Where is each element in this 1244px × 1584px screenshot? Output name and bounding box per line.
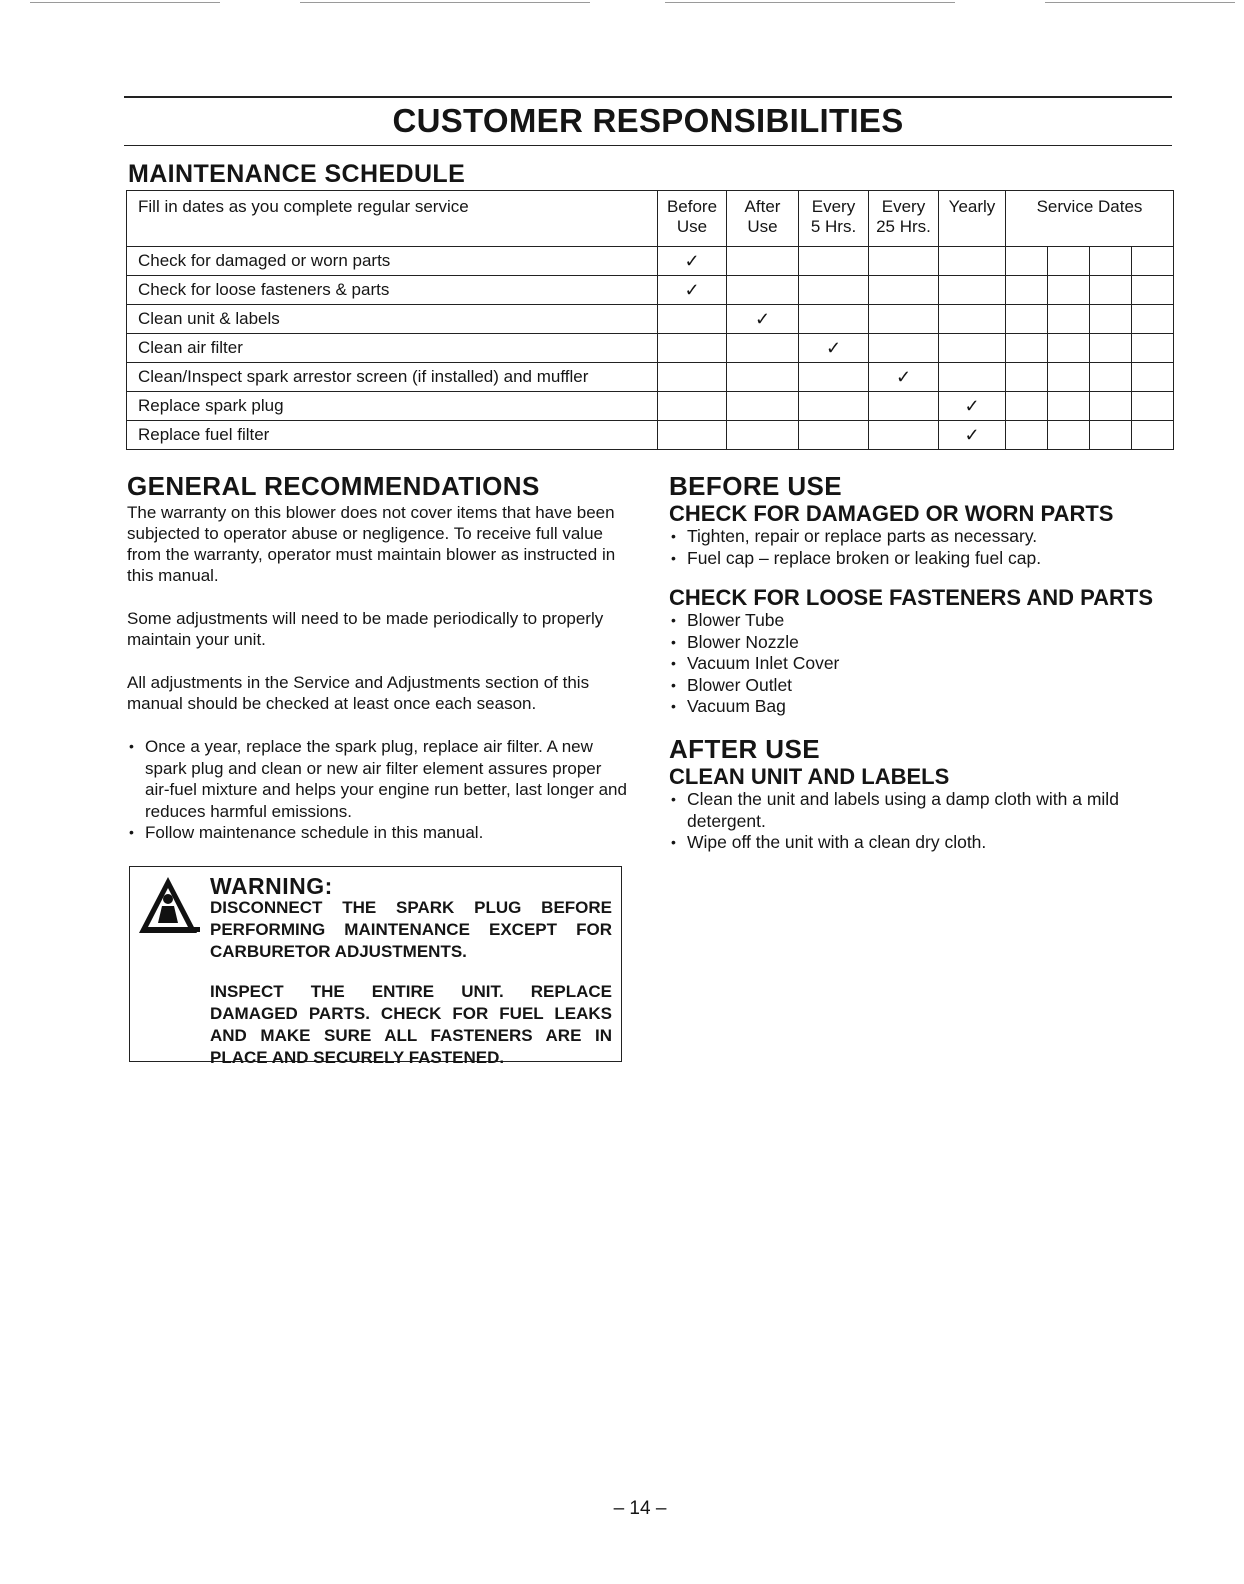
service-date-cell <box>1006 421 1048 450</box>
task-label: Clean air filter <box>127 334 658 363</box>
service-date-cell <box>1090 421 1132 450</box>
service-date-cell <box>1048 276 1090 305</box>
page-number: – 14 – <box>613 1498 667 1519</box>
list-item: • Vacuum Inlet Cover <box>669 653 1179 675</box>
service-date-cell <box>1006 247 1048 276</box>
warning-title: WARNING: <box>210 873 333 899</box>
after-use-section <box>669 734 1179 854</box>
title-bottom-rule <box>124 145 1172 146</box>
before-use-heading: BEFORE USE <box>669 471 843 501</box>
checkmark-cell: ✓ <box>727 305 799 334</box>
task-label: Check for loose fasteners & parts <box>127 276 658 305</box>
table-header-interval <box>869 191 939 247</box>
warning-text-inspect: INSPECT THE ENTIRE UNIT. REPLACE DAMAGED PARTS. CHECK FOR FUEL LEAKS AND MAKE SURE ALL FASTENERS ARE IN PLACE AND SECURELY FASTENED. <box>210 982 612 1067</box>
warning-box <box>129 866 622 1067</box>
service-date-cell <box>1048 305 1090 334</box>
list-item: • Follow maintenance schedule in this manual. <box>127 822 627 844</box>
list-item: • Blower Tube <box>669 610 1179 632</box>
warning-text-disconnect: DISCONNECT THE SPARK PLUG BEFORE PERFORMING MAINTENANCE EXCEPT FOR CARBURETOR ADJUSTMENTS. <box>210 898 612 961</box>
task-label: Replace spark plug <box>127 392 658 421</box>
service-date-cell <box>1132 334 1174 363</box>
empty-cell <box>799 363 869 392</box>
empty-cell <box>658 421 727 450</box>
service-date-cell <box>1006 276 1048 305</box>
clean-unit-labels-heading: CLEAN UNIT AND LABELS <box>669 764 950 789</box>
empty-cell <box>658 363 727 392</box>
checkmark-cell: ✓ <box>939 392 1006 421</box>
empty-cell <box>727 392 799 421</box>
loose-fasteners-list <box>669 610 1179 718</box>
table-header-label: Use <box>676 217 708 236</box>
general-bullet-list <box>127 736 627 844</box>
empty-cell <box>799 305 869 334</box>
service-date-cell <box>1048 392 1090 421</box>
service-date-cell <box>1048 421 1090 450</box>
task-label: Clean unit & labels <box>127 305 658 334</box>
empty-cell <box>799 247 869 276</box>
table-row <box>127 305 1174 334</box>
table-header-interval <box>727 191 799 247</box>
service-date-cell <box>1006 363 1048 392</box>
scan-edge-line <box>300 2 590 3</box>
list-item: • Blower Nozzle <box>669 632 1179 654</box>
maintenance-schedule-heading: MAINTENANCE SCHEDULE <box>128 160 466 188</box>
empty-cell <box>658 392 727 421</box>
service-date-cell <box>1132 276 1174 305</box>
empty-cell <box>939 276 1006 305</box>
empty-cell <box>799 276 869 305</box>
table-header-label: Use <box>747 217 778 236</box>
empty-cell <box>727 363 799 392</box>
title-top-rule <box>124 96 1172 98</box>
list-item: • Wipe off the unit with a clean dry cloth. <box>669 832 1179 854</box>
service-date-cell <box>1090 247 1132 276</box>
service-date-cell <box>1048 334 1090 363</box>
empty-cell <box>869 305 939 334</box>
list-item: • Fuel cap – replace broken or leaking fuel cap. <box>669 548 1179 570</box>
empty-cell <box>869 392 939 421</box>
service-date-cell <box>1090 305 1132 334</box>
service-date-cell <box>1090 392 1132 421</box>
empty-cell <box>799 421 869 450</box>
table-header-label: 5 Hrs. <box>810 217 857 236</box>
service-date-cell <box>1090 334 1132 363</box>
check-damaged-parts-heading: CHECK FOR DAMAGED OR WORN PARTS <box>669 501 1114 526</box>
empty-cell <box>727 276 799 305</box>
checkmark-cell: ✓ <box>658 247 727 276</box>
service-date-cell <box>1132 421 1174 450</box>
empty-cell <box>799 392 869 421</box>
table-header-label: 25 Hrs. <box>876 217 931 236</box>
checkmark-cell: ✓ <box>658 276 727 305</box>
table-header-interval <box>658 191 727 247</box>
check-loose-fasteners-heading: CHECK FOR LOOSE FASTENERS AND PARTS <box>669 585 1154 610</box>
table-row <box>127 334 1174 363</box>
empty-cell <box>939 305 1006 334</box>
table-header-row <box>127 191 1174 247</box>
task-label: Clean/Inspect spark arrestor screen (if installed) and muffler <box>127 363 658 392</box>
scan-edge-line <box>30 2 220 3</box>
empty-cell <box>939 363 1006 392</box>
list-item: • Tighten, repair or replace parts as necessary. <box>669 526 1179 548</box>
service-date-cell <box>1090 276 1132 305</box>
checkmark-cell: ✓ <box>869 363 939 392</box>
general-paragraph: The warranty on this blower does not cover items that have been subjected to operator abuse or negligence. To receive full value from the warranty, operator must maintain blower as instructed in this manual. <box>127 503 616 585</box>
general-paragraph: All adjustments in the Service and Adjustments section of this manual should be checked at least once each season. <box>127 673 590 713</box>
empty-cell <box>869 276 939 305</box>
service-date-cell <box>1006 334 1048 363</box>
service-date-cell <box>1006 392 1048 421</box>
service-dates-header: Service Dates <box>1006 191 1174 247</box>
general-recommendations-heading: GENERAL RECOMMENDATIONS <box>127 471 540 501</box>
table-header-interval <box>939 191 1006 247</box>
service-date-cell <box>1048 247 1090 276</box>
table-row <box>127 363 1174 392</box>
damaged-parts-list <box>669 526 1179 569</box>
empty-cell <box>869 334 939 363</box>
list-item: • Blower Outlet <box>669 675 1179 697</box>
table-header-label: Every <box>881 197 926 216</box>
service-date-cell <box>1006 305 1048 334</box>
general-paragraph: Some adjustments will need to be made periodically to properly maintain your unit. <box>127 609 604 649</box>
list-item: • Clean the unit and labels using a damp cloth with a mild detergent. <box>669 789 1179 832</box>
service-date-cell <box>1132 247 1174 276</box>
empty-cell <box>869 421 939 450</box>
table-row <box>127 247 1174 276</box>
service-date-cell <box>1132 363 1174 392</box>
service-date-cell <box>1132 392 1174 421</box>
clean-unit-list <box>669 789 1179 854</box>
service-date-cell <box>1048 363 1090 392</box>
list-item: • Vacuum Bag <box>669 696 1179 718</box>
table-header-task: Fill in dates as you complete regular service <box>127 191 658 247</box>
empty-cell <box>658 334 727 363</box>
task-label: Replace fuel filter <box>127 421 658 450</box>
table-header-label: Every <box>811 197 856 216</box>
checkmark-cell: ✓ <box>939 421 1006 450</box>
empty-cell <box>939 247 1006 276</box>
empty-cell <box>727 334 799 363</box>
table-row <box>127 392 1174 421</box>
empty-cell <box>658 305 727 334</box>
warning-triangle-icon <box>136 873 206 937</box>
table-row <box>127 421 1174 450</box>
scan-edge-line <box>1045 2 1235 3</box>
after-use-heading: AFTER USE <box>669 734 820 764</box>
general-recommendations-section <box>127 471 627 844</box>
table-header-label: Yearly <box>948 197 996 216</box>
checkmark-cell: ✓ <box>799 334 869 363</box>
service-date-cell <box>1132 305 1174 334</box>
table-row <box>127 276 1174 305</box>
table-header-label: After <box>744 197 781 216</box>
scan-edge-line <box>665 2 955 3</box>
empty-cell <box>727 421 799 450</box>
empty-cell <box>939 334 1006 363</box>
task-label: Check for damaged or worn parts <box>127 247 658 276</box>
empty-cell <box>727 247 799 276</box>
table-header-label: Before <box>666 197 718 216</box>
maintenance-schedule-table <box>126 190 1174 450</box>
empty-cell <box>869 247 939 276</box>
service-date-cell <box>1090 363 1132 392</box>
page-title: CUSTOMER RESPONSIBILITIES <box>392 102 904 139</box>
list-item: • Once a year, replace the spark plug, replace air filter. A new spark plug and clean or new air filter element assures proper air-fuel mixture and helps your engine run better, last longer and reduces harmful emissions. <box>127 736 627 822</box>
before-use-section <box>669 471 1179 718</box>
table-header-interval <box>799 191 869 247</box>
